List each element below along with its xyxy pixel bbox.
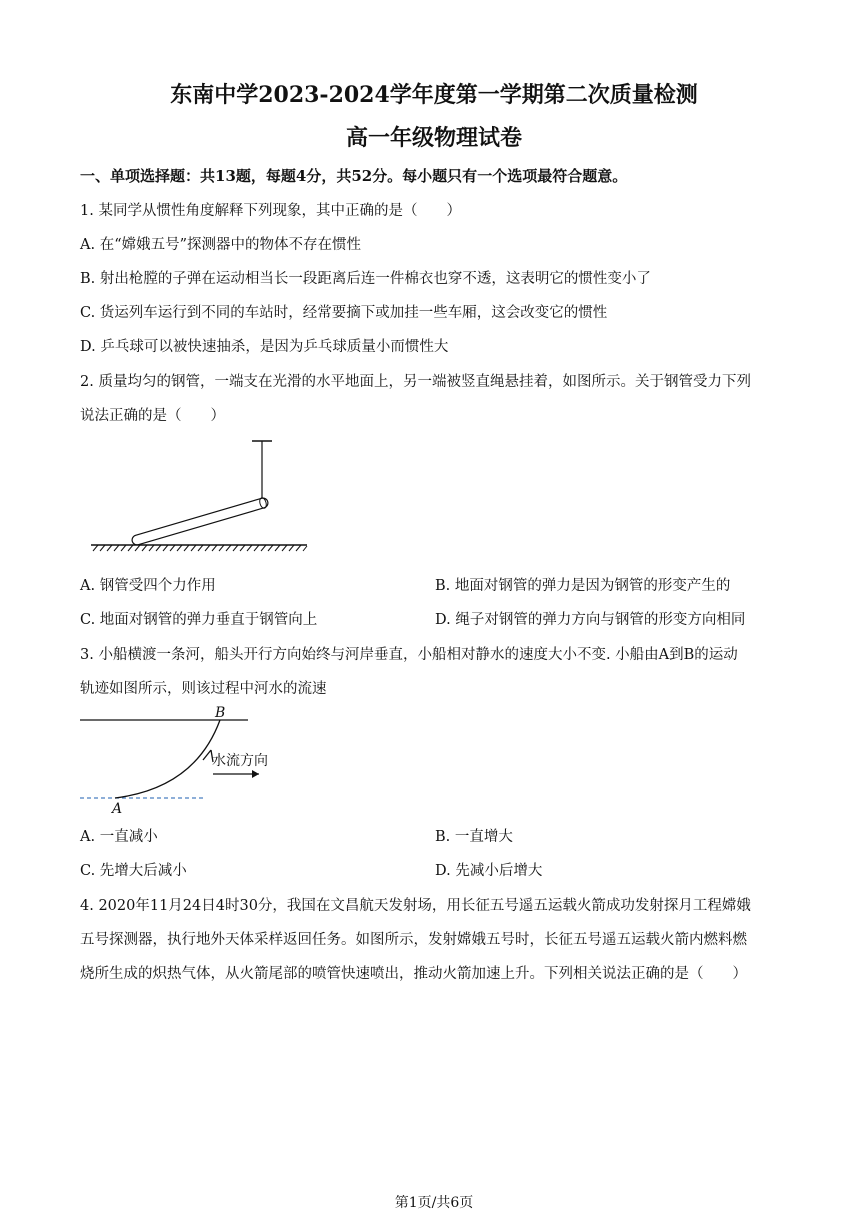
- q1-option-d: D. 乒乓球可以被快速抽杀，是因为乒乓球质量小而惯性大: [80, 339, 449, 355]
- ground-hatching: [91, 545, 307, 551]
- section-heading: 一、单项选择题：共13题，每题4分，共52分。每小题只有一个选项最符合题意。: [80, 167, 628, 185]
- q2-option-d: D. 绳子对钢管的弹力方向与钢管的形变方向相同: [435, 612, 746, 628]
- q2-stem-line1: 2. 质量均匀的钢管，一端支在光滑的水平地面上，另一端被竖直绳悬挂着，如图所示。关于钢管受力下列: [80, 374, 751, 390]
- q1-option-a: A. 在“嫦娥五号”探测器中的物体不存在惯性: [80, 237, 362, 253]
- exam-title: 东南中学2023-2024学年度第一学期第二次质量检测: [170, 82, 698, 108]
- q3-option-b: B. 一直增大: [435, 829, 513, 845]
- page-number-footer: 第1页/共6页: [394, 1195, 474, 1211]
- flow-direction-arrow: [213, 770, 259, 778]
- q3-option-a: A. 一直减小: [80, 829, 158, 845]
- q4-stem-line2: 五号探测器，执行地外天体采样返回任务。如图所示，发射嫦娥五号时，长征五号遥五运载火箭内燃料燃: [80, 932, 747, 948]
- q3-stem-line2: 轨迹如图所示，则该过程中河水的流速: [80, 681, 327, 697]
- q2-option-a: A. 钢管受四个力作用: [80, 578, 216, 594]
- q2-option-b: B. 地面对钢管的弹力是因为钢管的形变产生的: [435, 578, 731, 594]
- q3-stem-line1: 3. 小船横渡一条河，船头开行方向始终与河岸垂直，小船相对静水的速度大小不变. 小船由A到B的运动: [80, 647, 738, 663]
- exam-subtitle: 高一年级物理试卷: [345, 125, 522, 151]
- q2-option-c: C. 地面对钢管的弹力垂直于钢管向上: [80, 612, 318, 628]
- q1-option-c: C. 货运列车运行到不同的车站时，经常要摘下或加挂一些车厢，这会改变它的惯性: [80, 305, 608, 321]
- q1-stem: 1. 某同学从惯性角度解释下列现象，其中正确的是（ ）: [80, 203, 461, 219]
- q3-option-c: C. 先增大后减小: [80, 863, 187, 879]
- point-b-label: B: [215, 705, 226, 721]
- point-a-label: A: [112, 801, 123, 817]
- q4-stem-line3: 烧所生成的炽热气体，从火箭尾部的喷管快速喷出，推动火箭加速上升。下列相关说法正确的是（ ）: [80, 966, 747, 982]
- steel-pipe: [137, 497, 267, 540]
- q4-stem-line1: 4. 2020年11月24日4时30分，我国在文昌航天发射场，用长征五号遥五运载火箭成功发射探月工程嫦娥: [80, 898, 751, 914]
- q2-stem-line2: 说法正确的是（ ）: [80, 408, 225, 424]
- q1-option-b: B. 射出枪膛的子弹在运动相当长一段距离后连一件棉衣也穿不透，这表明它的惯性变小了: [80, 271, 651, 287]
- steel-pipe-figure: [85, 436, 315, 556]
- flow-direction-label: 水流方向: [212, 753, 268, 769]
- river-crossing-figure: [75, 700, 295, 818]
- q3-option-d: D. 先减小后增大: [435, 863, 543, 879]
